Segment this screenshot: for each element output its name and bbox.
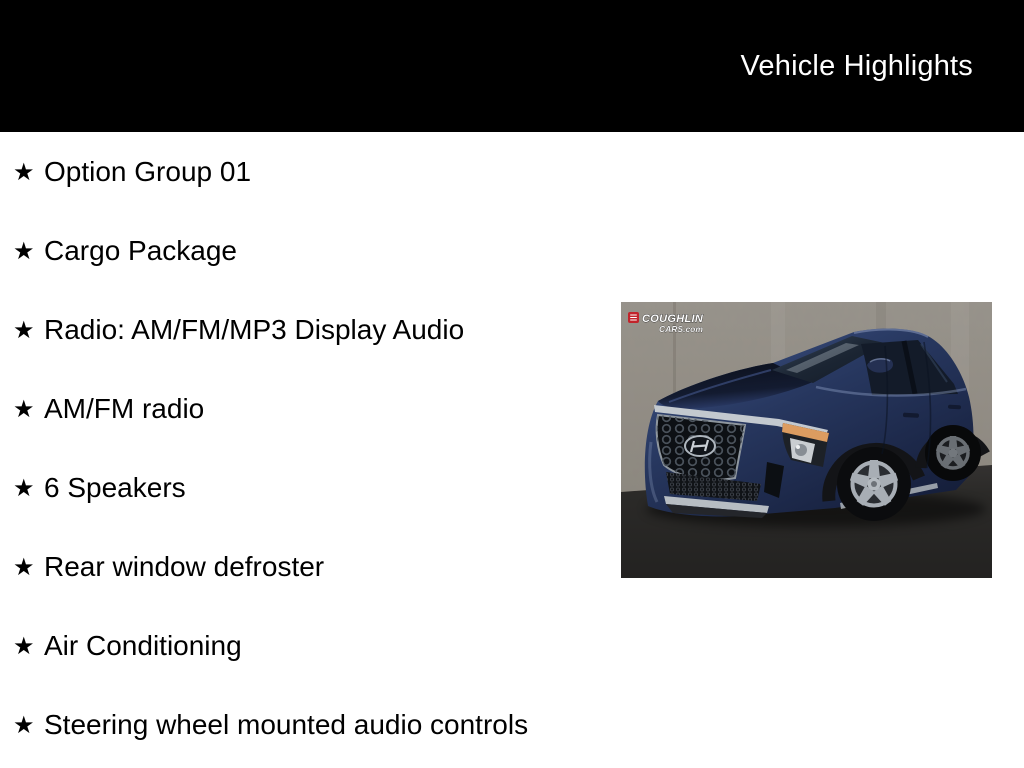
list-item: [13, 314, 528, 346]
list-item: [13, 156, 528, 188]
title-bar: [0, 0, 1024, 132]
list-item: [13, 709, 528, 741]
star-bullet-icon: ★: [13, 159, 35, 186]
star-bullet-icon: ★: [13, 317, 35, 344]
rear-wheel: [925, 425, 981, 481]
highlight-text: AM/FM radio: [44, 392, 205, 424]
door-handle: [903, 413, 919, 418]
watermark-line1: COUGHLIN: [642, 313, 704, 325]
star-bullet-icon: ★: [13, 633, 35, 660]
highlight-text: 6 Speakers: [44, 471, 186, 503]
grille: [657, 415, 745, 480]
star-bullet-icon: ★: [13, 712, 35, 739]
vehicle-photo: [621, 302, 992, 578]
vehicle-photo-graphic: [621, 302, 992, 578]
highlight-text: Steering wheel mounted audio controls: [44, 708, 529, 740]
list-item: [13, 472, 528, 504]
list-item: [13, 235, 528, 267]
star-bullet-icon: ★: [13, 396, 35, 423]
highlight-text: Radio: AM/FM/MP3 Display Audio: [44, 313, 465, 345]
highlight-text: Rear window defroster: [44, 550, 325, 582]
watermark-line2: CARS.com: [659, 324, 703, 334]
door-handle: [948, 405, 961, 410]
highlight-text: Option Group 01: [44, 155, 252, 187]
highlights-list: [13, 156, 528, 741]
page-title: Vehicle Highlights: [740, 49, 973, 82]
star-bullet-icon: ★: [13, 238, 35, 265]
star-bullet-icon: ★: [13, 554, 35, 581]
highlight-text: Air Conditioning: [44, 629, 242, 661]
list-item: [13, 630, 528, 662]
highlight-text: Cargo Package: [44, 234, 238, 266]
list-item: [13, 393, 528, 425]
list-item: [13, 551, 528, 583]
hyundai-logo-icon: [685, 436, 715, 456]
star-bullet-icon: ★: [13, 475, 35, 502]
front-wheel: [837, 447, 911, 521]
